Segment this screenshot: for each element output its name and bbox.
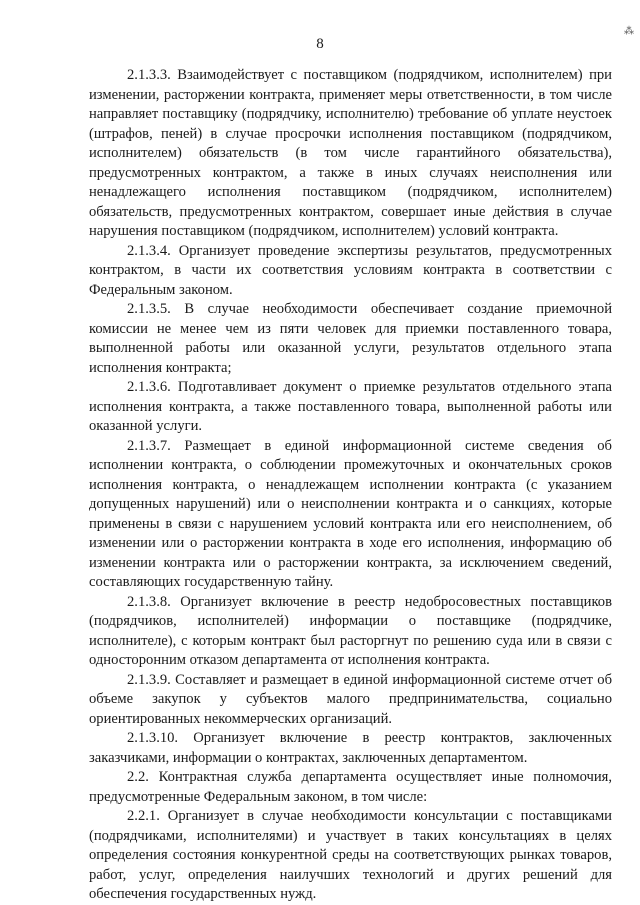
paragraph-2-1-3-8: 2.1.3.8. Организует включение в реестр недобросовестных поставщиков (подрядчиков, исполнителей) информации о поставщике (подрядчике, исполнителе), с которым контракт был расторгнут по решению суда или в связи с односторонним отказом департамента от исполнения контракта. [89, 593, 612, 668]
paragraph-2-1-3-10: 2.1.3.10. Организует включение в реестр контрактов, заключенных заказчиками, информации о контрактах, заключенных департаментом. [89, 730, 612, 766]
paragraph-2-1-3-3: 2.1.3.3. Взаимодействует с поставщиком (подрядчиком, исполнителем) при изменении, расторжении контракта, применяет меры ответственности, в том числе направляет поставщику (подрядчику, исполнителю) требование об уплате неустоек (штрафов, пеней) в случае просрочки исполнения поставщиком (подрядчиком, исполнителем) обязательств (в том числе гарантийного обязательства), предусмотренных контрактом, а также в иных случаях неисполнения или ненадлежащего исполнения поставщиком (подрядчиком, исполнителем) обязательств, предусмотренных контрактом, совершает иные действия в случае нарушения поставщиком (подрядчиком, исполнителем) условий контракта. [89, 67, 612, 239]
paragraph-2-1-3-6: 2.1.3.6. Подготавливает документ о приемке результатов отдельного этапа исполнения контракта, а также поставленного товара, выполненной работы или оказанной услуги. [89, 379, 612, 434]
paragraph-2-1-3-7: 2.1.3.7. Размещает в единой информационной системе сведения об исполнении контракта, о соблюдении промежуточных и окончательных сроков исполнения контракта, о ненадлежащем исполнении контракта (с указанием допущенных нарушений) или о неисполнении контракта и о санкциях, которые применены в связи с нарушением условий контракта или его неисполнением, об изменении или о расторжении контракта в ходе его исполнения, информацию об изменении контракта или о расторжении контракта, за исключением сведений, составляющих государственную тайну. [89, 437, 612, 590]
page-number: 8 [316, 36, 324, 52]
paragraph-2-2: 2.2. Контрактная служба департамента осуществляет иные полномочия, предусмотренные Федеральным законом, в том числе: [89, 769, 612, 805]
paragraph-2-1-3-5: 2.1.3.5. В случае необходимости обеспечивает создание приемочной комиссии не менее чем из пяти человек для приемки поставленного товара, выполненной работы или оказанной услуги, результатов отдельного этапа исполнения контракта; [89, 301, 612, 376]
paragraph-2-1-3-4: 2.1.3.4. Организует проведение экспертизы результатов, предусмотренных контрактом, в части их соответствия условиям контракта в соответствии с Федеральным законом. [89, 242, 612, 298]
paragraph-2-2-1: 2.2.1. Организует в случае необходимости консультации с поставщиками (подрядчиками, исполнителями) и участвует в таких консультациях в целях определения состояния конкурентной среды на соответствующих рынках товаров, работ, услуг, определения наилучших технологий и других решений для обеспечения государственных нужд. [89, 808, 612, 902]
document-body [89, 66, 612, 905]
corner-mark: ⁂ [624, 26, 634, 37]
paragraph-2-1-3-9: 2.1.3.9. Составляет и размещает в единой информационной системе отчет об объеме закупок у субъектов малого предпринимательства, социально ориентированных некоммерческих организаций. [89, 671, 612, 727]
